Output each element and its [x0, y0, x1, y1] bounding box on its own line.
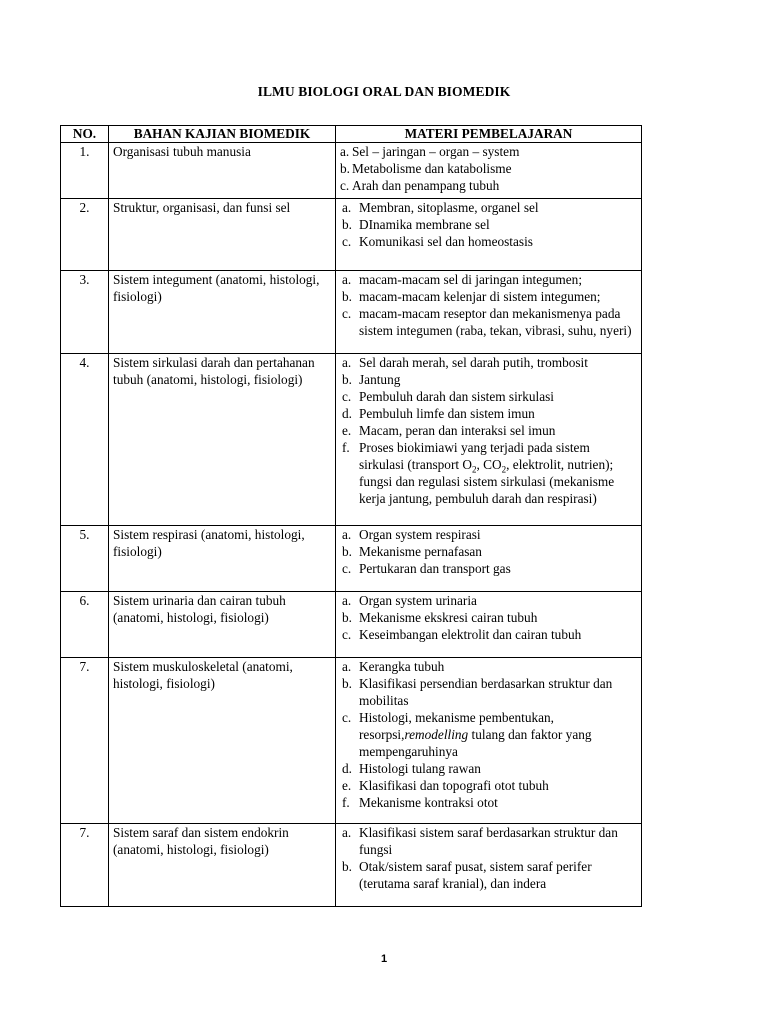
- materi-marker: a.: [342, 272, 352, 287]
- materi-text: Proses biokimiawi yang terjadi pada sistem sirkulasi (transport O: [359, 440, 590, 472]
- materi-text: Mekanisme kontraksi otot: [359, 795, 498, 810]
- materi-marker: f.: [342, 795, 350, 810]
- materi-text: Organ system urinaria: [359, 593, 477, 608]
- table-body: [61, 143, 642, 907]
- materi-item: [340, 216, 637, 233]
- table-row: [61, 199, 642, 271]
- materi-text: Jantung: [359, 372, 401, 387]
- table-row: [61, 526, 642, 592]
- bahan-kajian-cell: Sistem respirasi (anatomi, histologi, fisiologi): [109, 526, 336, 592]
- table-row: [61, 824, 642, 907]
- materi-item: [340, 675, 637, 709]
- materi-marker: a.: [342, 355, 352, 370]
- materi-text: Sel darah merah, sel darah putih, trombosit: [359, 355, 588, 370]
- materi-item: [340, 288, 637, 305]
- header-materi: MATERI PEMBELAJARAN: [336, 126, 642, 143]
- materi-text: Kerangka tubuh: [359, 659, 445, 674]
- materi-marker: d.: [342, 761, 352, 776]
- row-number: 1.: [61, 143, 109, 199]
- materi-list: [340, 354, 637, 507]
- materi-text: Pertukaran dan transport gas: [359, 561, 511, 576]
- materi-marker: e.: [342, 778, 352, 793]
- materi-item: [340, 543, 637, 560]
- row-number: 4.: [61, 354, 109, 526]
- materi-item: [340, 422, 637, 439]
- table-row: [61, 271, 642, 354]
- materi-marker: c.: [342, 306, 352, 321]
- materi-text: , CO: [476, 457, 502, 472]
- materi-item: [340, 824, 637, 858]
- row-number: 2.: [61, 199, 109, 271]
- header-no: NO.: [61, 126, 109, 143]
- materi-marker: c.: [342, 389, 352, 404]
- materi-text: Klasifikasi persendian berdasarkan struktur dan mobilitas: [359, 676, 613, 708]
- materi-item: [340, 794, 637, 811]
- materi-marker: a.: [342, 659, 352, 674]
- materi-marker: a.: [342, 200, 352, 215]
- materi-list: [340, 143, 637, 194]
- materi-marker: c.: [342, 561, 352, 576]
- materi-marker: b.: [340, 161, 350, 176]
- materi-text: macam-macam kelenjar di sistem integumen;: [359, 289, 601, 304]
- materi-text: Keseimbangan elektrolit dan cairan tubuh: [359, 627, 582, 642]
- materi-marker: b.: [342, 217, 352, 232]
- materi-cell: [336, 143, 642, 199]
- materi-marker: b.: [342, 544, 352, 559]
- document-title: ILMU BIOLOGI ORAL DAN BIOMEDIK: [257, 84, 511, 99]
- materi-text: Arah dan penampang tubuh: [352, 178, 500, 193]
- materi-list: [340, 824, 637, 892]
- materi-text: Histologi, mekanisme pembentukan, resorpsi,: [359, 710, 554, 742]
- bahan-kajian-cell: Sistem saraf dan sistem endokrin (anatomi, histologi, fisiologi): [109, 824, 336, 907]
- materi-list: [340, 199, 637, 250]
- materi-item: [340, 199, 637, 216]
- materi-item: [340, 143, 637, 160]
- materi-marker: a.: [342, 593, 352, 608]
- materi-item: [340, 439, 637, 507]
- materi-item: [340, 609, 637, 626]
- biomedik-table: [60, 125, 642, 907]
- materi-text: Membran, sitoplasme, organel sel: [359, 200, 539, 215]
- materi-text: DInamika membrane sel: [359, 217, 490, 232]
- materi-list: [340, 592, 637, 643]
- italic-text: remodelling: [404, 727, 469, 742]
- table-row: [61, 354, 642, 526]
- materi-item: [340, 354, 637, 371]
- materi-cell: [336, 658, 642, 824]
- materi-cell: [336, 199, 642, 271]
- materi-cell: [336, 526, 642, 592]
- materi-text: tulang dan faktor yang mempengaruhinya: [359, 727, 592, 759]
- bahan-kajian-cell: Sistem integument (anatomi, histologi, fisiologi): [109, 271, 336, 354]
- table-row: [61, 658, 642, 824]
- materi-list: [340, 271, 637, 339]
- materi-marker: a.: [340, 144, 350, 159]
- materi-text: macam-macam sel di jaringan integumen;: [359, 272, 583, 287]
- materi-item: [340, 233, 637, 250]
- materi-item: [340, 160, 637, 177]
- materi-marker: b.: [342, 289, 352, 304]
- materi-item: [340, 526, 637, 543]
- materi-item: [340, 858, 637, 892]
- table-row: [61, 592, 642, 658]
- bahan-kajian-cell: Sistem urinaria dan cairan tubuh (anatomi, histologi, fisiologi): [109, 592, 336, 658]
- row-number: 7.: [61, 658, 109, 824]
- materi-text: , elektrolit, nutrien); fungsi dan regulasi sistem sirkulasi (mekanisme kerja jantung, pembuluh darah dan respirasi): [359, 457, 615, 506]
- materi-item: [340, 177, 637, 194]
- materi-cell: [336, 271, 642, 354]
- materi-item: [340, 560, 637, 577]
- table-row: [61, 143, 642, 199]
- subscript-text: 2: [501, 464, 507, 475]
- materi-text: Organ system respirasi: [359, 527, 481, 542]
- materi-text: Mekanisme ekskresi cairan tubuh: [359, 610, 538, 625]
- materi-item: [340, 709, 637, 760]
- materi-item: [340, 777, 637, 794]
- materi-marker: b.: [342, 610, 352, 625]
- header-bahan: BAHAN KAJIAN BIOMEDIK: [109, 126, 336, 143]
- materi-text: Macam, peran dan interaksi sel imun: [359, 423, 556, 438]
- materi-item: [340, 760, 637, 777]
- materi-marker: b.: [342, 676, 352, 691]
- materi-text: Klasifikasi dan topografi otot tubuh: [359, 778, 549, 793]
- materi-item: [340, 388, 637, 405]
- materi-marker: a.: [342, 527, 352, 542]
- materi-item: [340, 305, 637, 339]
- materi-marker: c.: [342, 627, 352, 642]
- page-number: 1: [380, 953, 388, 965]
- materi-marker: c.: [342, 234, 352, 249]
- materi-marker: c.: [340, 178, 350, 193]
- bahan-kajian-cell: Struktur, organisasi, dan funsi sel: [109, 199, 336, 271]
- materi-cell: [336, 354, 642, 526]
- materi-list: [340, 526, 637, 577]
- materi-marker: b.: [342, 859, 352, 874]
- materi-text: Histologi tulang rawan: [359, 761, 481, 776]
- materi-text: Pembuluh darah dan sistem sirkulasi: [359, 389, 554, 404]
- materi-text: macam-macam reseptor dan mekanismenya pada sistem integumen (raba, tekan, vibrasi, suhu, nyeri): [359, 306, 632, 338]
- materi-text: Otak/sistem saraf pusat, sistem saraf perifer (terutama saraf kranial), dan indera: [359, 859, 592, 891]
- materi-item: [340, 271, 637, 288]
- materi-marker: b.: [342, 372, 352, 387]
- row-number: 5.: [61, 526, 109, 592]
- row-number: 7.: [61, 824, 109, 907]
- materi-item: [340, 592, 637, 609]
- bahan-kajian-cell: Organisasi tubuh manusia: [109, 143, 336, 199]
- materi-text: Mekanisme pernafasan: [359, 544, 482, 559]
- materi-item: [340, 626, 637, 643]
- materi-text: Komunikasi sel dan homeostasis: [359, 234, 533, 249]
- table-header: [61, 126, 642, 143]
- bahan-kajian-cell: Sistem sirkulasi darah dan pertahanan tubuh (anatomi, histologi, fisiologi): [109, 354, 336, 526]
- materi-text: Pembuluh limfe dan sistem imun: [359, 406, 535, 421]
- materi-cell: [336, 824, 642, 907]
- materi-item: [340, 371, 637, 388]
- materi-text: Metabolisme dan katabolisme: [352, 161, 512, 176]
- materi-list: [340, 658, 637, 811]
- header-row: [61, 126, 642, 143]
- materi-text: Sel – jaringan – organ – system: [352, 144, 520, 159]
- materi-cell: [336, 592, 642, 658]
- materi-text: Klasifikasi sistem saraf berdasarkan struktur dan fungsi: [359, 825, 618, 857]
- materi-marker: e.: [342, 423, 352, 438]
- materi-marker: a.: [342, 825, 352, 840]
- materi-marker: d.: [342, 406, 352, 421]
- materi-item: [340, 658, 637, 675]
- subscript-text: 2: [472, 464, 477, 475]
- materi-marker: f.: [342, 440, 350, 455]
- row-number: 3.: [61, 271, 109, 354]
- bahan-kajian-cell: Sistem muskuloskeletal (anatomi, histologi, fisiologi): [109, 658, 336, 824]
- row-number: 6.: [61, 592, 109, 658]
- materi-marker: c.: [342, 710, 352, 725]
- materi-item: [340, 405, 637, 422]
